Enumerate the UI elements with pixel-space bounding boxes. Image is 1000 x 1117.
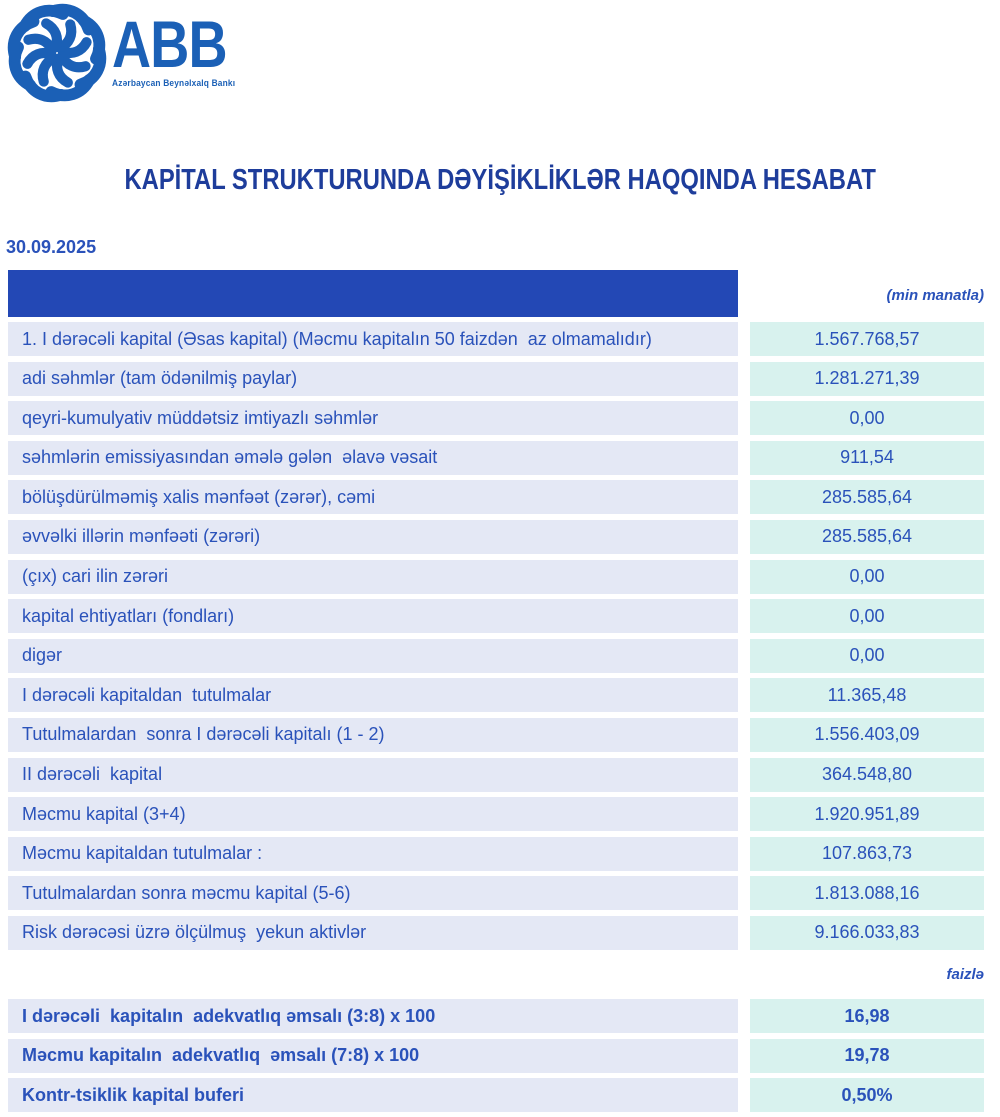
row-label: 1. I dərəcəli kapital (Əsas kapital) (Məcmu kapitalın 50 faizdən az olmamalıdır) <box>8 322 738 356</box>
abb-logo <box>6 2 252 104</box>
table-row <box>8 639 984 673</box>
row-label: Məcmu kapitalın adekvatlıq əmsalı (7:8) x 100 <box>8 1039 738 1073</box>
row-value: 1.281.271,39 <box>750 362 984 396</box>
table-row <box>8 916 984 950</box>
report-date: 30.09.2025 <box>6 237 97 257</box>
page-title <box>0 164 1000 197</box>
row-value: 0,00 <box>750 599 984 633</box>
row-value: 0,00 <box>750 560 984 594</box>
row-value: 107.863,73 <box>750 837 984 871</box>
row-value: 16,98 <box>750 999 984 1033</box>
page-title-text: KAPİTAL STRUKTURUNDA DƏYİŞİKLİKLƏR HAQQINDA HESABAT <box>124 164 876 196</box>
unit-note-min-manatla: (min manatla) <box>886 287 984 304</box>
row-value: 11.365,48 <box>750 678 984 712</box>
row-label: digər <box>8 639 738 673</box>
table-row <box>8 441 984 475</box>
table-row <box>8 837 984 871</box>
row-value: 285.585,64 <box>750 480 984 514</box>
table-row <box>8 758 984 792</box>
row-label: I dərəcəli kapitaldan tutulmalar <box>8 678 738 712</box>
row-value: 1.813.088,16 <box>750 876 984 910</box>
row-value: 911,54 <box>750 441 984 475</box>
table-row <box>8 560 984 594</box>
row-label: Məcmu kapitaldan tutulmalar : <box>8 837 738 871</box>
row-label: Risk dərəcəsi üzrə ölçülmuş yekun aktivlər <box>8 916 738 950</box>
table-row <box>8 1039 984 1073</box>
row-value: 19,78 <box>750 1039 984 1073</box>
table-row <box>8 362 984 396</box>
row-value: 0,00 <box>750 401 984 435</box>
row-value: 0,00 <box>750 639 984 673</box>
row-label: səhmlərin emissiyasından əmələ gələn əlavə vəsait <box>8 441 738 475</box>
table-row <box>8 718 984 752</box>
table-row <box>8 678 984 712</box>
row-value: 9.166.033,83 <box>750 916 984 950</box>
row-label: əvvəlki illərin mənfəəti (zərəri) <box>8 520 738 554</box>
table-row <box>8 401 984 435</box>
row-label: Tutulmalardan sonra I dərəcəli kapitalı (1 - 2) <box>8 718 738 752</box>
row-value: 1.556.403,09 <box>750 718 984 752</box>
table-row <box>8 797 984 831</box>
row-label: Tutulmalardan sonra məcmu kapital (5-6) <box>8 876 738 910</box>
row-label: qeyri-kumulyativ müddətsiz imtiyazlı səhmlər <box>8 401 738 435</box>
table-row <box>8 1078 984 1112</box>
abb-wordmark <box>112 7 252 89</box>
row-label: adi səhmlər (tam ödənilmiş paylar) <box>8 362 738 396</box>
row-label: (çıx) cari ilin zərəri <box>8 560 738 594</box>
row-label: kapital ehtiyatları (fondları) <box>8 599 738 633</box>
table-header-bar <box>8 270 738 317</box>
table-row <box>8 520 984 554</box>
row-value: 364.548,80 <box>750 758 984 792</box>
table-row <box>8 322 984 356</box>
row-label: II dərəcəli kapital <box>8 758 738 792</box>
adequacy-ratios-table <box>8 999 984 1117</box>
row-label: bölüşdürülməmiş xalis mənfəət (zərər), cəmi <box>8 480 738 514</box>
capital-table <box>8 322 984 956</box>
row-label: Kontr-tsiklik kapital buferi <box>8 1078 738 1112</box>
table-row <box>8 480 984 514</box>
row-label: Məcmu kapital (3+4) <box>8 797 738 831</box>
row-label: I dərəcəli kapitalın adekvatlıq əmsalı (3:8) x 100 <box>8 999 738 1033</box>
abb-tagline: Azərbaycan Beynəlxalq Bankı <box>112 77 236 89</box>
row-value: 0,50% <box>750 1078 984 1112</box>
table-row <box>8 999 984 1033</box>
abb-wordmark-text: ABB <box>112 7 227 81</box>
row-value: 1.920.951,89 <box>750 797 984 831</box>
unit-note-faizle: faizlə <box>946 966 984 983</box>
row-value: 1.567.768,57 <box>750 322 984 356</box>
table-row <box>8 599 984 633</box>
row-value: 285.585,64 <box>750 520 984 554</box>
abb-pinwheel-icon <box>6 2 108 104</box>
table-row <box>8 876 984 910</box>
